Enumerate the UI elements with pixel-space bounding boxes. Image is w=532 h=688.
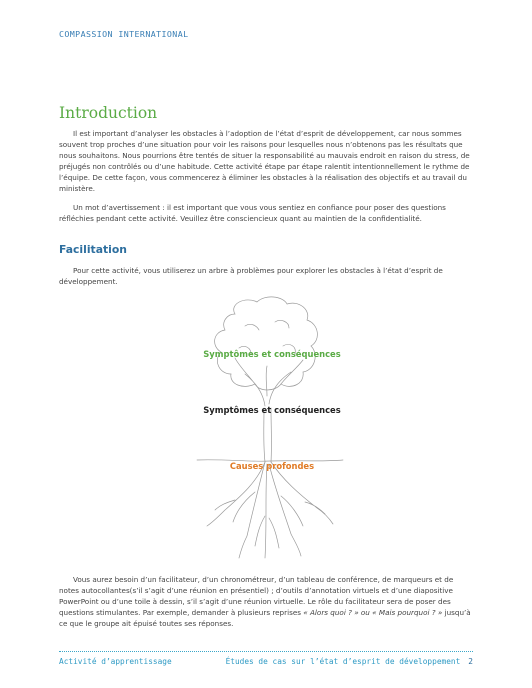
facilitation-paragraph-2-italic: « Alors quoi ? » ou « Mais pourquoi ? » [303, 608, 443, 618]
tree-branches [235, 358, 303, 406]
footer-divider [59, 651, 473, 653]
label-symptoms-top: Symptômes et conséquences [203, 349, 341, 359]
label-symptoms-middle: Symptômes et conséquences [203, 405, 341, 415]
introduction-title: Introduction [59, 104, 158, 122]
facilitation-paragraph-1: Pour cette activité, vous utiliserez un arbre à problèmes pour explorer les obstacles à l’état d’esprit de développement. [59, 266, 443, 287]
introduction-paragraph-1: Il est important d’analyser les obstacles à l’adoption de l’état d’esprit de développement, car nous sommes souvent trop proches d’une situation pour voir les raisons pour lesquelles nous n’obtenons pas les résultats que nous souhaitons. Nous pourrions être tentés de situer la responsabilité au mauvais endroit en raison du stress, de préjugés non contrôlés ou d’une habitude. Cette activité étape par étape ralentit intentionnellement le rythme de l’équipe. De cette façon, vous commencerez à éliminer les obstacles à la réalisation des objectifs et au travail du ministère. [59, 129, 470, 194]
label-root-causes: Causes profondes [229, 461, 315, 471]
facilitation-paragraph-2 [59, 574, 475, 629]
footer-right [226, 657, 473, 666]
facilitation-title: Facilitation [59, 243, 127, 256]
tree-trunk [264, 408, 272, 462]
problem-tree-illustration [195, 296, 345, 571]
introduction-paragraph-2: Un mot d’avertissement : il est important que vous vous sentiez en confiance pour poser des questions réfléchies pendant cette activité. Veuillez être consciencieux quant au maintien de la confidentialité. [59, 203, 446, 224]
tree-drawing [195, 296, 345, 571]
footer-right-label: Études de cas sur l’état d’esprit de développement [225, 657, 461, 666]
page-number: 2 [468, 657, 473, 666]
footer-left-label: Activité d’apprentissage [59, 657, 172, 666]
facilitation-paragraph-2-end: jusqu’à ce que le groupe ait épuisé toutes ses réponses. [59, 608, 471, 629]
tree-roots [207, 462, 333, 558]
header-brand: COMPASSION INTERNATIONAL [59, 29, 189, 39]
facilitation-paragraph-2-start: Vous aurez besoin d’un facilitateur, d’un chronométreur, d’un tableau de conférence, de marqueurs et de notes autocollantes(s’il s’agit d’une réunion en présentiel) ; d’outils d’annotation virtuels et d’une diapositive PowerPoint ou d’une toile à dessin, s’il s’agit d’une réunion virtuelle. Le rôle du facilitateur sera de poser des questions stimulantes. Par exemple, demander à plusieurs reprises [59, 575, 454, 618]
